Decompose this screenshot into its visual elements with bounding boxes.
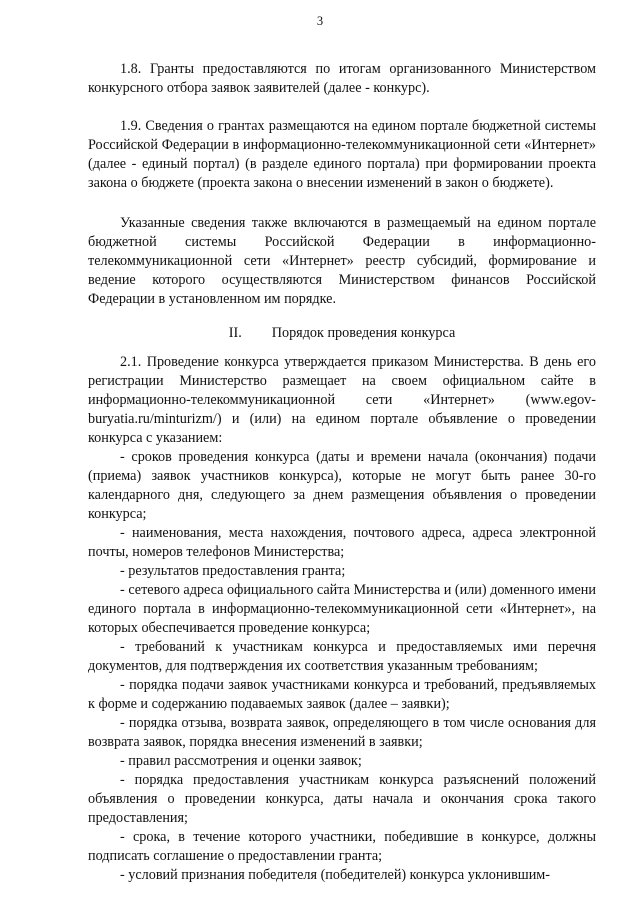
paragraph-2-1: 2.1. Проведение конкурса утверждается приказом Министерства. В день его регистрации Министерство размещает на своем официальном сайте в информационно-телекоммуникационной сети «Интернет» (www.egov-buryatia.ru/minturizm/) и (или) на едином портале объявление о проведении конкурса с указанием: <box>88 354 596 446</box>
paragraph-1-9: 1.9. Сведения о грантах размещаются на едином портале бюджетной системы Российской Федерации в информационно-телекоммуникационной сети «Интернет» (далее - единый портал) (в разделе единого портала) при формировании проекта закона о бюджете (проекта закона о внесении изменений в закон о бюджете). <box>88 118 596 191</box>
list-item: - сетевого адреса официального сайта Министерства и (или) доменного имени единого портала в информационно-телекоммуникационной сети «Интернет», на которых обеспечивается проведение конкурса; <box>88 582 596 636</box>
section-heading <box>88 324 596 343</box>
list-item: - порядка отзыва, возврата заявок, определяющего в том числе основания для возврата заявок, порядка внесения изменений в заявки; <box>88 715 596 750</box>
list-item: - наименования, места нахождения, почтового адреса, адреса электронной почты, номеров телефонов Министерства; <box>88 525 596 560</box>
list-item: - условий признания победителя (победителей) конкурса уклонившим- <box>120 867 551 883</box>
paragraph-registry-info: Указанные сведения также включаются в размещаемый на едином портале бюджетной системы Российской Федерации в информационно-телекоммуникационной сети «Интернет» реестр субсидий, формирование и ведение которого осуществляются Министерством финансов Российской Федерации в установленном им порядке. <box>88 215 596 307</box>
list-item: - порядка подачи заявок участниками конкурса и требований, предъявляемых к форме и содержанию подаваемых заявок (далее – заявки); <box>88 677 596 712</box>
document-body <box>88 60 596 885</box>
list-item: - результатов предоставления гранта; <box>120 563 346 579</box>
list-item: - сроков проведения конкурса (даты и времени начала (окончания) подачи (приема) заявок участников конкурса), которые не могут быть ранее 30-го календарного дня, следующего за днем размещения объявления о проведении конкурса; <box>88 449 596 522</box>
list-item: - правил рассмотрения и оценки заявок; <box>120 753 362 769</box>
list-item: - срока, в течение которого участники, победившие в конкурсе, должны подписать соглашение о предоставлении гранта; <box>88 829 596 864</box>
requirements-list <box>88 448 596 885</box>
section-title: Порядок проведения конкурса <box>271 325 456 341</box>
paragraph-1-8: 1.8. Гранты предоставляются по итогам организованного Министерством конкурсного отбора заявок заявителей (далее - конкурс). <box>88 61 596 96</box>
section-number: II. <box>228 325 242 341</box>
list-item: - порядка предоставления участникам конкурса разъяснений положений объявления о проведении конкурса, даты начала и окончания срока такого предоставления; <box>88 772 596 826</box>
list-item: - требований к участникам конкурса и предоставляемых ими перечня документов, для подтверждения их соответствия указанным требованиям; <box>88 639 596 674</box>
page-number: 3 <box>316 14 324 28</box>
